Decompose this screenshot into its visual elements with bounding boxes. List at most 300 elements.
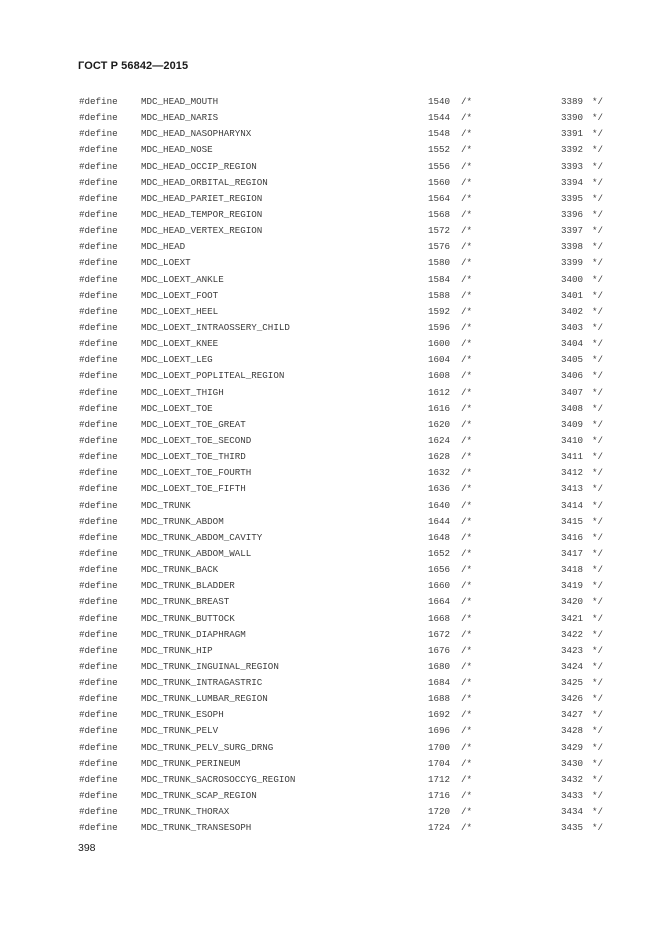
define-row — [0, 336, 661, 352]
define-row — [0, 788, 661, 804]
comment-close: */ — [592, 806, 604, 818]
define-keyword: #define — [79, 321, 118, 333]
define-row — [0, 207, 661, 223]
define-row — [0, 110, 661, 126]
macro-value: 1620 — [427, 418, 450, 430]
define-row — [0, 707, 661, 723]
macro-value: 1608 — [427, 370, 450, 382]
comment-close: */ — [592, 515, 604, 527]
define-row — [0, 578, 661, 594]
comment-close: */ — [592, 628, 604, 640]
comment-close: */ — [592, 354, 604, 366]
macro-name: MDC_LOEXT_THIGH — [141, 386, 224, 398]
define-row — [0, 691, 661, 707]
comment-code: 3393 — [560, 160, 583, 172]
comment-open: /* — [461, 144, 473, 156]
comment-close: */ — [592, 822, 604, 834]
define-row — [0, 675, 661, 691]
macro-name: MDC_TRUNK_ABDOM_WALL — [141, 547, 252, 559]
comment-close: */ — [592, 160, 604, 172]
comment-code: 3409 — [560, 418, 583, 430]
macro-name: MDC_TRUNK_PELV — [141, 725, 219, 737]
macro-name: MDC_HEAD_MOUTH — [141, 96, 219, 107]
comment-close: */ — [592, 741, 604, 753]
define-row — [0, 756, 661, 772]
macro-value: 1632 — [427, 467, 450, 479]
define-keyword: #define — [79, 725, 118, 737]
comment-close: */ — [592, 596, 604, 608]
macro-value: 1648 — [427, 531, 450, 543]
comment-open: /* — [461, 434, 473, 446]
define-row — [0, 643, 661, 659]
comment-open: /* — [461, 644, 473, 656]
define-keyword: #define — [79, 338, 118, 350]
comment-open: /* — [461, 709, 473, 721]
define-list — [0, 94, 661, 836]
comment-open: /* — [461, 677, 473, 689]
comment-open: /* — [461, 176, 473, 188]
comment-open: /* — [461, 225, 473, 237]
comment-close: */ — [592, 451, 604, 463]
comment-open: /* — [461, 370, 473, 382]
comment-open: /* — [461, 192, 473, 204]
define-row — [0, 498, 661, 514]
comment-code: 3428 — [560, 725, 583, 737]
macro-name: MDC_LOEXT_INTRAOSSERY_CHILD — [141, 321, 290, 333]
comment-code: 3417 — [560, 547, 583, 559]
define-row — [0, 740, 661, 756]
comment-code: 3391 — [560, 128, 583, 140]
macro-value: 1692 — [427, 709, 450, 721]
macro-name: MDC_HEAD_ORBITAL_REGION — [141, 176, 268, 188]
macro-value: 1704 — [427, 757, 450, 769]
macro-name: MDC_TRUNK_TRANSESOPH — [141, 822, 252, 834]
comment-open: /* — [461, 547, 473, 559]
define-keyword: #define — [79, 176, 118, 188]
macro-value: 1700 — [427, 741, 450, 753]
comment-close: */ — [592, 531, 604, 543]
macro-value: 1552 — [427, 144, 450, 156]
comment-close: */ — [592, 547, 604, 559]
define-keyword: #define — [79, 483, 118, 495]
comment-code: 3413 — [560, 483, 583, 495]
define-row — [0, 191, 661, 207]
macro-value: 1720 — [427, 806, 450, 818]
comment-code: 3410 — [560, 434, 583, 446]
macro-name: MDC_LOEXT_TOE_FOURTH — [141, 467, 252, 479]
comment-code: 3426 — [560, 693, 583, 705]
define-row — [0, 546, 661, 562]
define-keyword: #define — [79, 418, 118, 430]
macro-name: MDC_TRUNK — [141, 499, 191, 511]
macro-name: MDC_LOEXT_TOE_SECOND — [141, 434, 252, 446]
comment-close: */ — [592, 241, 604, 253]
macro-name: MDC_HEAD_NOSE — [141, 144, 213, 156]
define-row — [0, 417, 661, 433]
define-keyword: #define — [79, 628, 118, 640]
define-row — [0, 368, 661, 384]
define-keyword: #define — [79, 144, 118, 156]
comment-open: /* — [461, 354, 473, 366]
comment-open: /* — [461, 273, 473, 285]
comment-open: /* — [461, 338, 473, 350]
comment-open: /* — [461, 806, 473, 818]
macro-value: 1660 — [427, 580, 450, 592]
macro-value: 1596 — [427, 321, 450, 333]
define-row — [0, 627, 661, 643]
comment-code: 3406 — [560, 370, 583, 382]
define-row — [0, 433, 661, 449]
macro-value: 1636 — [427, 483, 450, 495]
comment-open: /* — [461, 321, 473, 333]
comment-open: /* — [461, 515, 473, 527]
define-keyword: #define — [79, 370, 118, 382]
define-keyword: #define — [79, 112, 118, 124]
document-header: ГОСТ Р 56842—2015 — [78, 60, 189, 72]
macro-value: 1616 — [427, 402, 450, 414]
define-row — [0, 594, 661, 610]
define-keyword: #define — [79, 451, 118, 463]
comment-open: /* — [461, 741, 473, 753]
comment-code: 3423 — [560, 644, 583, 656]
comment-open: /* — [461, 96, 473, 107]
macro-value: 1560 — [427, 176, 450, 188]
comment-close: */ — [592, 580, 604, 592]
macro-name: MDC_TRUNK_ESOPH — [141, 709, 224, 721]
macro-value: 1584 — [427, 273, 450, 285]
macro-value: 1628 — [427, 451, 450, 463]
macro-value: 1652 — [427, 547, 450, 559]
macro-value: 1684 — [427, 677, 450, 689]
define-row — [0, 352, 661, 368]
macro-name: MDC_LOEXT_TOE_THIRD — [141, 451, 246, 463]
define-row — [0, 255, 661, 271]
macro-name: MDC_TRUNK_LUMBAR_REGION — [141, 693, 268, 705]
comment-close: */ — [592, 693, 604, 705]
define-row — [0, 272, 661, 288]
define-keyword: #define — [79, 515, 118, 527]
define-keyword: #define — [79, 596, 118, 608]
define-keyword: #define — [79, 499, 118, 511]
comment-code: 3403 — [560, 321, 583, 333]
define-row — [0, 659, 661, 675]
define-row — [0, 159, 661, 175]
comment-code: 3404 — [560, 338, 583, 350]
define-keyword: #define — [79, 128, 118, 140]
comment-open: /* — [461, 596, 473, 608]
comment-close: */ — [592, 402, 604, 414]
comment-open: /* — [461, 628, 473, 640]
comment-close: */ — [592, 644, 604, 656]
define-keyword: #define — [79, 773, 118, 785]
macro-value: 1668 — [427, 612, 450, 624]
define-row — [0, 94, 661, 110]
comment-open: /* — [461, 612, 473, 624]
comment-open: /* — [461, 402, 473, 414]
macro-name: MDC_LOEXT — [141, 257, 191, 269]
comment-code: 3429 — [560, 741, 583, 753]
comment-code: 3399 — [560, 257, 583, 269]
comment-code: 3397 — [560, 225, 583, 237]
define-row — [0, 611, 661, 627]
comment-open: /* — [461, 531, 473, 543]
comment-open: /* — [461, 483, 473, 495]
define-row — [0, 320, 661, 336]
comment-open: /* — [461, 386, 473, 398]
macro-value: 1624 — [427, 434, 450, 446]
macro-value: 1544 — [427, 112, 450, 124]
macro-value: 1540 — [427, 96, 450, 107]
define-keyword: #define — [79, 693, 118, 705]
comment-close: */ — [592, 305, 604, 317]
comment-open: /* — [461, 128, 473, 140]
comment-close: */ — [592, 725, 604, 737]
comment-open: /* — [461, 257, 473, 269]
define-keyword: #define — [79, 757, 118, 769]
comment-code: 3405 — [560, 354, 583, 366]
comment-close: */ — [592, 176, 604, 188]
define-keyword: #define — [79, 386, 118, 398]
macro-value: 1564 — [427, 192, 450, 204]
comment-close: */ — [592, 128, 604, 140]
macro-name: MDC_HEAD_PARIET_REGION — [141, 192, 263, 204]
comment-code: 3419 — [560, 580, 583, 592]
define-keyword: #define — [79, 241, 118, 253]
comment-open: /* — [461, 725, 473, 737]
comment-close: */ — [592, 709, 604, 721]
comment-open: /* — [461, 790, 473, 802]
define-keyword: #define — [79, 402, 118, 414]
comment-close: */ — [592, 289, 604, 301]
comment-open: /* — [461, 241, 473, 253]
comment-code: 3430 — [560, 757, 583, 769]
define-keyword: #define — [79, 547, 118, 559]
macro-value: 1588 — [427, 289, 450, 301]
macro-name: MDC_HEAD_TEMPOR_REGION — [141, 208, 263, 220]
define-row — [0, 772, 661, 788]
comment-code: 3390 — [560, 112, 583, 124]
define-row — [0, 401, 661, 417]
comment-open: /* — [461, 418, 473, 430]
define-keyword: #define — [79, 467, 118, 479]
comment-code: 3425 — [560, 677, 583, 689]
macro-name: MDC_LOEXT_POPLITEAL_REGION — [141, 370, 285, 382]
macro-name: MDC_LOEXT_KNEE — [141, 338, 219, 350]
macro-value: 1568 — [427, 208, 450, 220]
define-keyword: #define — [79, 790, 118, 802]
define-keyword: #define — [79, 564, 118, 576]
comment-close: */ — [592, 612, 604, 624]
macro-name: MDC_TRUNK_INTRAGASTRIC — [141, 677, 263, 689]
comment-close: */ — [592, 338, 604, 350]
comment-close: */ — [592, 418, 604, 430]
define-row — [0, 465, 661, 481]
comment-code: 3427 — [560, 709, 583, 721]
comment-code: 3435 — [560, 822, 583, 834]
define-keyword: #define — [79, 741, 118, 753]
comment-open: /* — [461, 305, 473, 317]
macro-value: 1600 — [427, 338, 450, 350]
comment-close: */ — [592, 273, 604, 285]
macro-value: 1548 — [427, 128, 450, 140]
macro-name: MDC_LOEXT_ANKLE — [141, 273, 224, 285]
define-row — [0, 820, 661, 836]
macro-name: MDC_LOEXT_TOE_FIFTH — [141, 483, 246, 495]
comment-open: /* — [461, 580, 473, 592]
comment-code: 3402 — [560, 305, 583, 317]
comment-code: 3420 — [560, 596, 583, 608]
macro-name: MDC_HEAD_OCCIP_REGION — [141, 160, 257, 172]
define-row — [0, 723, 661, 739]
define-keyword: #define — [79, 192, 118, 204]
comment-close: */ — [592, 660, 604, 672]
macro-name: MDC_TRUNK_SACROSOCCYG_REGION — [141, 773, 296, 785]
macro-value: 1556 — [427, 160, 450, 172]
macro-value: 1716 — [427, 790, 450, 802]
define-row — [0, 288, 661, 304]
macro-name: MDC_LOEXT_TOE_GREAT — [141, 418, 246, 430]
define-keyword: #define — [79, 644, 118, 656]
define-keyword: #define — [79, 580, 118, 592]
page-number: 398 — [78, 842, 96, 854]
define-row — [0, 223, 661, 239]
comment-close: */ — [592, 467, 604, 479]
macro-value: 1676 — [427, 644, 450, 656]
macro-name: MDC_HEAD_VERTEX_REGION — [141, 225, 263, 237]
comment-close: */ — [592, 112, 604, 124]
define-row — [0, 175, 661, 191]
comment-code: 3433 — [560, 790, 583, 802]
comment-open: /* — [461, 693, 473, 705]
comment-close: */ — [592, 144, 604, 156]
comment-code: 3418 — [560, 564, 583, 576]
macro-name: MDC_TRUNK_THORAX — [141, 806, 230, 818]
define-keyword: #define — [79, 208, 118, 220]
macro-value: 1724 — [427, 822, 450, 834]
comment-close: */ — [592, 677, 604, 689]
macro-value: 1612 — [427, 386, 450, 398]
define-row — [0, 126, 661, 142]
define-row — [0, 481, 661, 497]
comment-code: 3421 — [560, 612, 583, 624]
define-keyword: #define — [79, 273, 118, 285]
macro-value: 1688 — [427, 693, 450, 705]
comment-close: */ — [592, 757, 604, 769]
macro-name: MDC_TRUNK_PELV_SURG_DRNG — [141, 741, 274, 753]
macro-value: 1604 — [427, 354, 450, 366]
comment-code: 3396 — [560, 208, 583, 220]
define-row — [0, 142, 661, 158]
define-row — [0, 562, 661, 578]
comment-open: /* — [461, 564, 473, 576]
define-row — [0, 385, 661, 401]
macro-value: 1664 — [427, 596, 450, 608]
comment-open: /* — [461, 160, 473, 172]
macro-value: 1656 — [427, 564, 450, 576]
macro-value: 1644 — [427, 515, 450, 527]
comment-close: */ — [592, 321, 604, 333]
comment-code: 3422 — [560, 628, 583, 640]
macro-name: MDC_TRUNK_SCAP_REGION — [141, 790, 257, 802]
define-keyword: #define — [79, 434, 118, 446]
define-keyword: #define — [79, 822, 118, 834]
comment-open: /* — [461, 822, 473, 834]
comment-open: /* — [461, 773, 473, 785]
macro-value: 1712 — [427, 773, 450, 785]
comment-code: 3407 — [560, 386, 583, 398]
comment-code: 3416 — [560, 531, 583, 543]
macro-value: 1580 — [427, 257, 450, 269]
define-row — [0, 804, 661, 820]
comment-code: 3408 — [560, 402, 583, 414]
comment-code: 3398 — [560, 241, 583, 253]
macro-value: 1592 — [427, 305, 450, 317]
macro-name: MDC_TRUNK_BUTTOCK — [141, 612, 235, 624]
comment-open: /* — [461, 660, 473, 672]
comment-open: /* — [461, 757, 473, 769]
macro-value: 1672 — [427, 628, 450, 640]
comment-open: /* — [461, 208, 473, 220]
comment-open: /* — [461, 499, 473, 511]
define-keyword: #define — [79, 225, 118, 237]
macro-name: MDC_HEAD — [141, 241, 186, 253]
comment-close: */ — [592, 773, 604, 785]
comment-close: */ — [592, 483, 604, 495]
define-keyword: #define — [79, 709, 118, 721]
macro-name: MDC_LOEXT_TOE — [141, 402, 213, 414]
define-keyword: #define — [79, 257, 118, 269]
macro-name: MDC_TRUNK_INGUINAL_REGION — [141, 660, 279, 672]
macro-value: 1572 — [427, 225, 450, 237]
comment-code: 3392 — [560, 144, 583, 156]
define-row — [0, 530, 661, 546]
comment-code: 3424 — [560, 660, 583, 672]
define-keyword: #define — [79, 354, 118, 366]
comment-close: */ — [592, 386, 604, 398]
comment-close: */ — [592, 208, 604, 220]
comment-close: */ — [592, 225, 604, 237]
comment-code: 3400 — [560, 273, 583, 285]
comment-open: /* — [461, 289, 473, 301]
define-keyword: #define — [79, 289, 118, 301]
macro-name: MDC_TRUNK_BACK — [141, 564, 219, 576]
define-keyword: #define — [79, 677, 118, 689]
comment-close: */ — [592, 96, 604, 107]
macro-name: MDC_LOEXT_HEEL — [141, 305, 219, 317]
define-keyword: #define — [79, 305, 118, 317]
comment-code: 3389 — [560, 96, 583, 107]
macro-value: 1696 — [427, 725, 450, 737]
comment-close: */ — [592, 790, 604, 802]
comment-close: */ — [592, 434, 604, 446]
comment-code: 3411 — [560, 451, 583, 463]
macro-name: MDC_TRUNK_PERINEUM — [141, 757, 241, 769]
define-keyword: #define — [79, 160, 118, 172]
macro-name: MDC_TRUNK_DIAPHRAGM — [141, 628, 246, 640]
macro-name: MDC_TRUNK_ABDOM — [141, 515, 224, 527]
macro-name: MDC_TRUNK_HIP — [141, 644, 213, 656]
macro-name: MDC_HEAD_NARIS — [141, 112, 219, 124]
comment-code: 3432 — [560, 773, 583, 785]
macro-name: MDC_LOEXT_FOOT — [141, 289, 219, 301]
comment-close: */ — [592, 257, 604, 269]
comment-close: */ — [592, 192, 604, 204]
macro-value: 1640 — [427, 499, 450, 511]
define-keyword: #define — [79, 96, 118, 107]
comment-code: 3401 — [560, 289, 583, 301]
define-row — [0, 514, 661, 530]
comment-code: 3415 — [560, 515, 583, 527]
